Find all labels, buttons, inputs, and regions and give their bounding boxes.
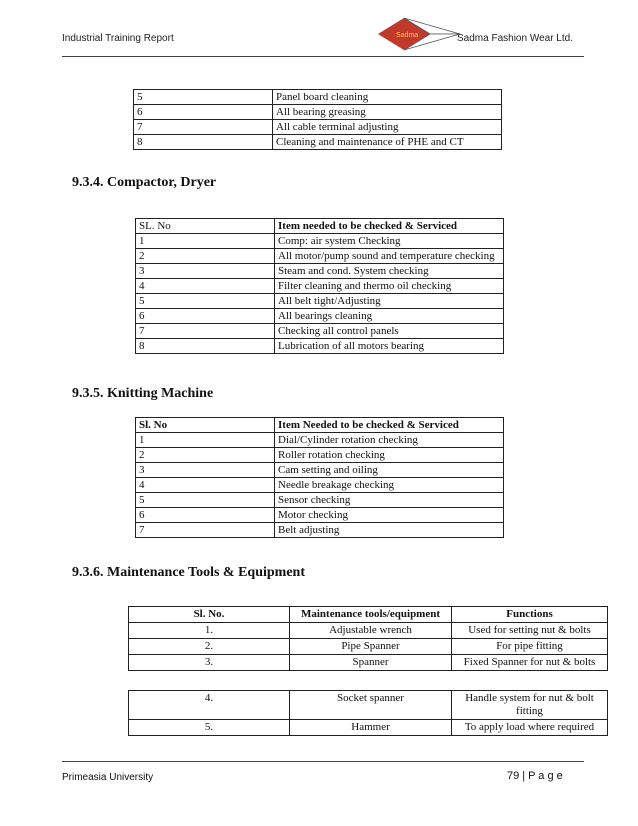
table-row: [129, 720, 608, 736]
table-row: [136, 523, 504, 538]
table-cell: All bearing greasing: [273, 105, 502, 120]
table-cell: Motor checking: [275, 508, 504, 523]
table-row: [136, 294, 504, 309]
table-row: [136, 339, 504, 354]
company-logo: [374, 16, 464, 52]
logo-text: Sadma: [396, 32, 419, 39]
table-cell: For pipe fitting: [452, 639, 608, 655]
table-row: [134, 120, 502, 135]
table-row: [129, 639, 608, 655]
table-cell: 5.: [129, 720, 290, 736]
table-row: [136, 463, 504, 478]
table-cell: 2.: [129, 639, 290, 655]
footer-university: Primeasia University: [62, 772, 154, 783]
table-cell: Spanner: [290, 655, 452, 671]
table-cell: 5: [136, 493, 275, 508]
table-cell: Adjustable wrench: [290, 623, 452, 639]
table-cell: SL. No: [136, 219, 275, 234]
table-cell: 1: [136, 234, 275, 249]
table-cell: 8: [136, 339, 275, 354]
table-cell: All bearings cleaning: [275, 309, 504, 324]
table-row: [136, 234, 504, 249]
table-cell: 4: [136, 478, 275, 493]
table-cell: 5: [136, 294, 275, 309]
header-left: Industrial Training Report: [62, 33, 174, 44]
footer-separator: |: [522, 770, 526, 782]
table-cell: Sl. No: [136, 418, 275, 433]
cleaning-table: [133, 89, 502, 150]
table-cell: Item Needed to be checked & Serviced: [275, 418, 504, 433]
table-row: [136, 309, 504, 324]
table-row: [136, 249, 504, 264]
table-cell: Steam and cond. System checking: [275, 264, 504, 279]
table-cell: All belt tight/Adjusting: [275, 294, 504, 309]
tools-table-a: [128, 606, 608, 671]
table-row: [136, 478, 504, 493]
section-heading-936: 9.3.6. Maintenance Tools & Equipment: [72, 565, 305, 580]
table-cell: 7: [136, 523, 275, 538]
header-divider: [62, 56, 584, 57]
table-cell: Checking all control panels: [275, 324, 504, 339]
table-cell: 6: [136, 309, 275, 324]
table-row: [129, 691, 608, 720]
table-cell: Cleaning and maintenance of PHE and CT: [273, 135, 502, 150]
table-row: [129, 655, 608, 671]
table-row: [136, 279, 504, 294]
table-cell: 2: [136, 249, 275, 264]
table-cell: 4.: [129, 691, 290, 720]
table-row: [136, 448, 504, 463]
table-cell: Sl. No.: [129, 607, 290, 623]
table-cell: Fixed Spanner for nut & bolts: [452, 655, 608, 671]
table-cell: Lubrication of all motors bearing: [275, 339, 504, 354]
page-label: P a g e: [528, 770, 563, 782]
table-cell: 7: [136, 324, 275, 339]
table-header-row: [136, 418, 504, 433]
table-cell: Item needed to be checked & Serviced: [275, 219, 504, 234]
table-cell: Roller rotation checking: [275, 448, 504, 463]
page-number-label: [507, 770, 563, 782]
table-cell: 3: [136, 463, 275, 478]
table-header-row: [136, 219, 504, 234]
table-cell: 1.: [129, 623, 290, 639]
table-cell: Used for setting nut & bolts: [452, 623, 608, 639]
table-cell: Pipe Spanner: [290, 639, 452, 655]
tools-table-b: [128, 690, 608, 736]
table-cell: 5: [134, 90, 273, 105]
table-header-row: [129, 607, 608, 623]
knitting-table: [135, 417, 504, 538]
header-right: Sadma Fashion Wear Ltd.: [457, 33, 573, 44]
table-cell: 3: [136, 264, 275, 279]
table-row: [134, 90, 502, 105]
table-row: [136, 324, 504, 339]
table-cell: 4: [136, 279, 275, 294]
table-cell: Functions: [452, 607, 608, 623]
table-cell: Needle breakage checking: [275, 478, 504, 493]
table-row: [136, 264, 504, 279]
table-cell: All cable terminal adjusting: [273, 120, 502, 135]
table-cell: Cam setting and oiling: [275, 463, 504, 478]
table-cell: 7: [134, 120, 273, 135]
table-cell: 3.: [129, 655, 290, 671]
table-cell: Handle system for nut & bolt fitting: [452, 691, 608, 720]
table-row: [134, 105, 502, 120]
table-row: [136, 508, 504, 523]
table-row: [136, 433, 504, 448]
table-cell: Socket spanner: [290, 691, 452, 720]
table-row: [136, 493, 504, 508]
table-cell: 6: [134, 105, 273, 120]
table-cell: Panel board cleaning: [273, 90, 502, 105]
page-number: 79: [507, 770, 520, 782]
table-cell: Sensor checking: [275, 493, 504, 508]
table-cell: 2: [136, 448, 275, 463]
table-cell: To apply load where required: [452, 720, 608, 736]
section-heading-935: 9.3.5. Knitting Machine: [72, 386, 214, 401]
table-row: [134, 135, 502, 150]
table-cell: 1: [136, 433, 275, 448]
table-cell: Belt adjusting: [275, 523, 504, 538]
section-heading-934: 9.3.4. Compactor, Dryer: [72, 175, 217, 190]
table-cell: Maintenance tools/equipment: [290, 607, 452, 623]
table-cell: Comp: air system Checking: [275, 234, 504, 249]
table-cell: All motor/pump sound and temperature checking: [275, 249, 504, 264]
table-row: [129, 623, 608, 639]
table-cell: Filter cleaning and thermo oil checking: [275, 279, 504, 294]
table-cell: 6: [136, 508, 275, 523]
footer-divider: [62, 761, 584, 762]
table-cell: Hammer: [290, 720, 452, 736]
table-cell: Dial/Cylinder rotation checking: [275, 433, 504, 448]
compactor-table: [135, 218, 504, 354]
table-cell: 8: [134, 135, 273, 150]
